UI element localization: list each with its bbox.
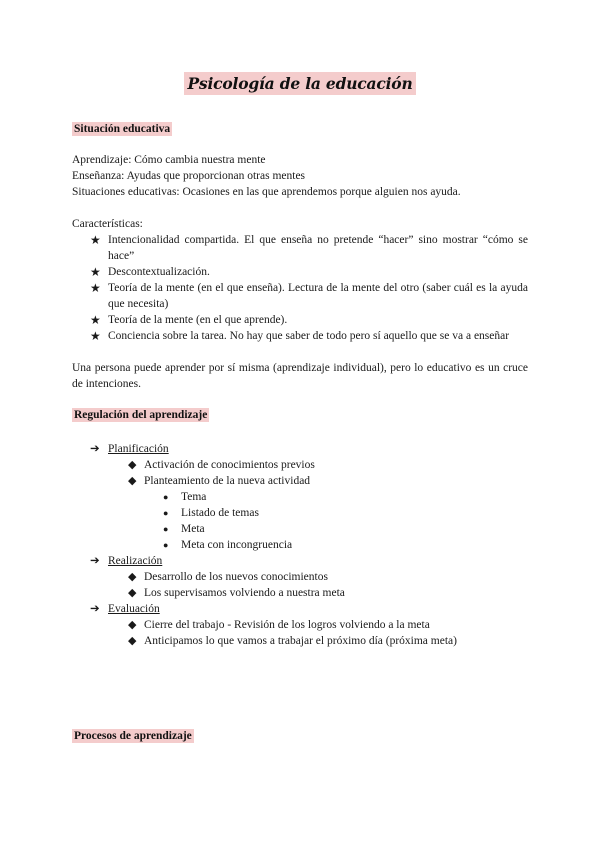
closing-paragraph: Una persona puede aprender por sí misma (aprendizaje individual), pero lo educativo es un cruce de intenciones. — [72, 362, 528, 390]
outline-item-planificacion — [90, 441, 169, 457]
list-item — [128, 617, 430, 633]
star-bullet-icon: ★ — [90, 233, 101, 247]
list-item — [90, 312, 528, 328]
list-item — [128, 633, 457, 649]
list-item — [163, 489, 206, 505]
diamond-bullet-icon: ◆ — [128, 571, 137, 583]
outline-item-label: Realización — [108, 555, 163, 567]
list-item — [128, 457, 315, 473]
definition-situaciones: Situaciones educativas: Ocasiones en las que aprendemos porque alguien nos ayuda. — [72, 186, 461, 198]
outline-item-label: Planificación — [108, 443, 169, 455]
list-item-text: Planteamiento de la nueva actividad — [144, 475, 311, 487]
list-item-text: Conciencia sobre la tarea. No hay que saber de todo pero sí aquello que se va a enseñar — [108, 330, 510, 342]
list-item — [163, 537, 292, 553]
list-item — [128, 585, 345, 601]
dot-bullet-icon: ● — [163, 524, 169, 534]
list-item-text: Listado de temas — [181, 507, 259, 519]
list-item-text: Anticipamos lo que vamos a trabajar el próximo día (próxima meta) — [144, 635, 457, 647]
diamond-bullet-icon: ◆ — [128, 459, 137, 471]
list-item — [90, 280, 528, 312]
dot-bullet-icon: ● — [163, 540, 169, 550]
definition-aprendizaje: Aprendizaje: Cómo cambia nuestra mente — [72, 154, 266, 166]
list-item-text: Cierre del trabajo - Revisión de los logros volviendo a la meta — [144, 619, 430, 631]
section-heading-regulacion: Regulación del aprendizaje — [74, 409, 208, 421]
outline-item-realizacion — [90, 553, 162, 569]
outline-item-evaluacion — [90, 601, 160, 617]
caracteristicas-label: Características: — [72, 218, 143, 230]
list-item-text: Meta con incongruencia — [181, 539, 293, 551]
diamond-bullet-icon: ◆ — [128, 475, 137, 487]
list-item — [90, 328, 528, 344]
dot-bullet-icon: ● — [163, 508, 169, 518]
list-item-text: Descontextualización. — [108, 266, 210, 278]
diamond-bullet-icon: ◆ — [128, 635, 137, 647]
list-item-text: Teoría de la mente (en el que aprende). — [108, 314, 288, 326]
document-title: Psicología de la educación — [184, 72, 415, 95]
arrow-bullet-icon: ➔ — [90, 443, 100, 455]
star-bullet-icon: ★ — [90, 265, 101, 279]
diamond-bullet-icon: ◆ — [128, 587, 137, 599]
list-item — [90, 264, 528, 280]
list-item-text: Activación de conocimientos previos — [144, 459, 315, 471]
star-bullet-icon: ★ — [90, 281, 101, 295]
arrow-bullet-icon: ➔ — [90, 603, 100, 615]
section-heading-procesos: Procesos de aprendizaje — [74, 730, 192, 742]
dot-bullet-icon: ● — [163, 492, 169, 502]
section-heading-situacion: Situación educativa — [74, 123, 171, 135]
list-item — [163, 505, 259, 521]
list-item-text: Desarrollo de los nuevos conocimientos — [144, 571, 328, 583]
arrow-bullet-icon: ➔ — [90, 555, 100, 567]
list-item — [128, 473, 310, 489]
definition-ensenanza: Enseñanza: Ayudas que proporcionan otras mentes — [72, 170, 306, 182]
list-item — [128, 569, 328, 585]
list-item-text: Intencionalidad compartida. El que enseña no pretende “hacer” sino mostrar “cómo se hace” — [108, 234, 528, 262]
star-bullet-icon: ★ — [90, 329, 101, 343]
star-bullet-icon: ★ — [90, 313, 101, 327]
outline-item-label: Evaluación — [108, 603, 160, 615]
list-item — [163, 521, 205, 537]
diamond-bullet-icon: ◆ — [128, 619, 137, 631]
title-wrapper — [0, 72, 600, 95]
list-item — [90, 232, 528, 264]
list-item-text: Teoría de la mente (en el que enseña). Lectura de la mente del otro (saber cuál es la ayuda que necesita) — [108, 282, 528, 310]
list-item-text: Meta — [181, 523, 205, 535]
list-item-text: Los supervisamos volviendo a nuestra meta — [144, 587, 345, 599]
list-item-text: Tema — [181, 491, 207, 503]
